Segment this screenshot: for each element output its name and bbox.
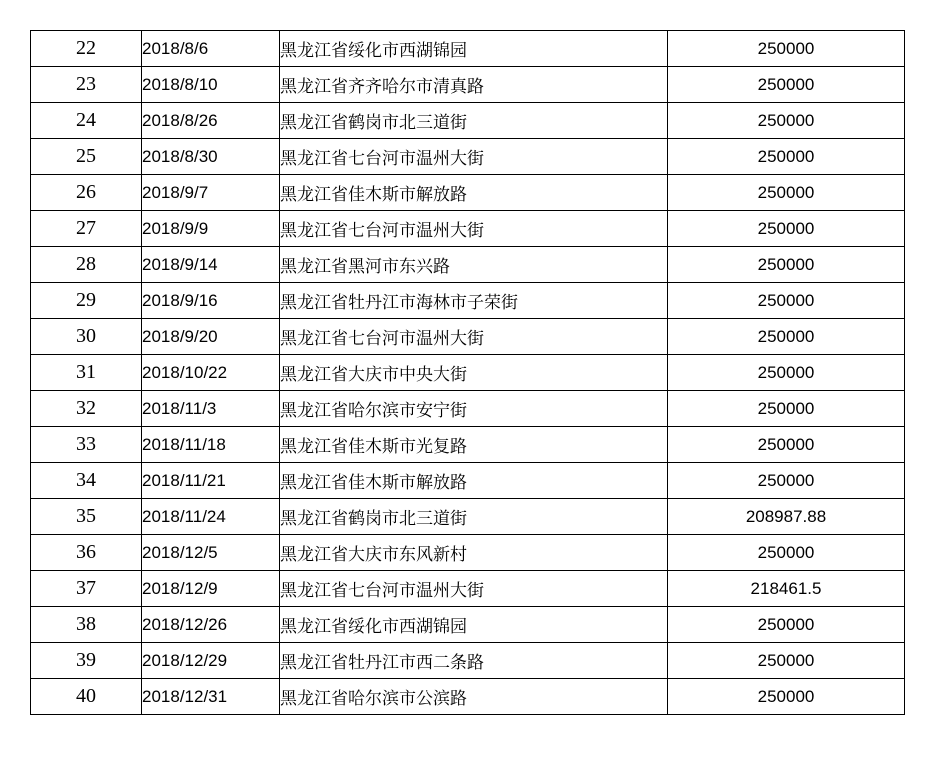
amount-cell: 250000 [668, 67, 905, 103]
records-table [30, 30, 905, 715]
table-row [31, 31, 905, 67]
row-number-cell: 31 [31, 355, 142, 391]
amount-cell: 250000 [668, 643, 905, 679]
address-cell: 黑龙江省牡丹江市海林市子荣街 [280, 283, 668, 319]
address-cell: 黑龙江省哈尔滨市公滨路 [280, 679, 668, 715]
amount-cell: 250000 [668, 535, 905, 571]
address-cell: 黑龙江省七台河市温州大街 [280, 319, 668, 355]
amount-cell: 250000 [668, 463, 905, 499]
amount-cell: 250000 [668, 607, 905, 643]
address-cell: 黑龙江省鹤岗市北三道街 [280, 499, 668, 535]
amount-cell: 250000 [668, 391, 905, 427]
table-row [31, 427, 905, 463]
amount-cell: 250000 [668, 103, 905, 139]
amount-cell: 250000 [668, 211, 905, 247]
row-number-cell: 33 [31, 427, 142, 463]
address-cell: 黑龙江省绥化市西湖锦园 [280, 31, 668, 67]
table-row [31, 67, 905, 103]
row-number-cell: 27 [31, 211, 142, 247]
date-cell: 2018/10/22 [142, 355, 280, 391]
table-row [31, 571, 905, 607]
date-cell: 2018/8/26 [142, 103, 280, 139]
table-row [31, 499, 905, 535]
row-number-cell: 39 [31, 643, 142, 679]
date-cell: 2018/12/31 [142, 679, 280, 715]
amount-cell: 250000 [668, 319, 905, 355]
row-number-cell: 25 [31, 139, 142, 175]
address-cell: 黑龙江省牡丹江市西二条路 [280, 643, 668, 679]
amount-cell: 250000 [668, 355, 905, 391]
table-row [31, 679, 905, 715]
table-row [31, 139, 905, 175]
address-cell: 黑龙江省绥化市西湖锦园 [280, 607, 668, 643]
table-row [31, 463, 905, 499]
date-cell: 2018/9/9 [142, 211, 280, 247]
row-number-cell: 37 [31, 571, 142, 607]
date-cell: 2018/11/3 [142, 391, 280, 427]
date-cell: 2018/9/7 [142, 175, 280, 211]
address-cell: 黑龙江省大庆市东风新村 [280, 535, 668, 571]
row-number-cell: 34 [31, 463, 142, 499]
date-cell: 2018/11/18 [142, 427, 280, 463]
row-number-cell: 38 [31, 607, 142, 643]
date-cell: 2018/12/26 [142, 607, 280, 643]
address-cell: 黑龙江省鹤岗市北三道街 [280, 103, 668, 139]
table-row [31, 643, 905, 679]
date-cell: 2018/12/29 [142, 643, 280, 679]
amount-cell: 218461.5 [668, 571, 905, 607]
row-number-cell: 22 [31, 31, 142, 67]
date-cell: 2018/9/20 [142, 319, 280, 355]
date-cell: 2018/12/9 [142, 571, 280, 607]
row-number-cell: 29 [31, 283, 142, 319]
date-cell: 2018/9/16 [142, 283, 280, 319]
amount-cell: 250000 [668, 139, 905, 175]
address-cell: 黑龙江省七台河市温州大街 [280, 139, 668, 175]
row-number-cell: 35 [31, 499, 142, 535]
table-row [31, 319, 905, 355]
row-number-cell: 23 [31, 67, 142, 103]
amount-cell: 250000 [668, 427, 905, 463]
table-row [31, 535, 905, 571]
table-row [31, 103, 905, 139]
date-cell: 2018/11/24 [142, 499, 280, 535]
records-table-body [31, 31, 905, 715]
date-cell: 2018/12/5 [142, 535, 280, 571]
amount-cell: 250000 [668, 31, 905, 67]
address-cell: 黑龙江省佳木斯市光复路 [280, 427, 668, 463]
table-row [31, 607, 905, 643]
table-row [31, 175, 905, 211]
address-cell: 黑龙江省大庆市中央大街 [280, 355, 668, 391]
address-cell: 黑龙江省佳木斯市解放路 [280, 463, 668, 499]
row-number-cell: 26 [31, 175, 142, 211]
row-number-cell: 32 [31, 391, 142, 427]
amount-cell: 250000 [668, 175, 905, 211]
amount-cell: 250000 [668, 679, 905, 715]
row-number-cell: 36 [31, 535, 142, 571]
amount-cell: 208987.88 [668, 499, 905, 535]
table-row [31, 211, 905, 247]
table-row [31, 247, 905, 283]
row-number-cell: 30 [31, 319, 142, 355]
address-cell: 黑龙江省哈尔滨市安宁街 [280, 391, 668, 427]
date-cell: 2018/11/21 [142, 463, 280, 499]
table-row [31, 355, 905, 391]
row-number-cell: 24 [31, 103, 142, 139]
row-number-cell: 40 [31, 679, 142, 715]
address-cell: 黑龙江省七台河市温州大街 [280, 571, 668, 607]
address-cell: 黑龙江省七台河市温州大街 [280, 211, 668, 247]
date-cell: 2018/8/6 [142, 31, 280, 67]
table-row [31, 283, 905, 319]
address-cell: 黑龙江省黑河市东兴路 [280, 247, 668, 283]
amount-cell: 250000 [668, 247, 905, 283]
date-cell: 2018/8/10 [142, 67, 280, 103]
address-cell: 黑龙江省佳木斯市解放路 [280, 175, 668, 211]
date-cell: 2018/9/14 [142, 247, 280, 283]
row-number-cell: 28 [31, 247, 142, 283]
date-cell: 2018/8/30 [142, 139, 280, 175]
table-row [31, 391, 905, 427]
address-cell: 黑龙江省齐齐哈尔市清真路 [280, 67, 668, 103]
amount-cell: 250000 [668, 283, 905, 319]
